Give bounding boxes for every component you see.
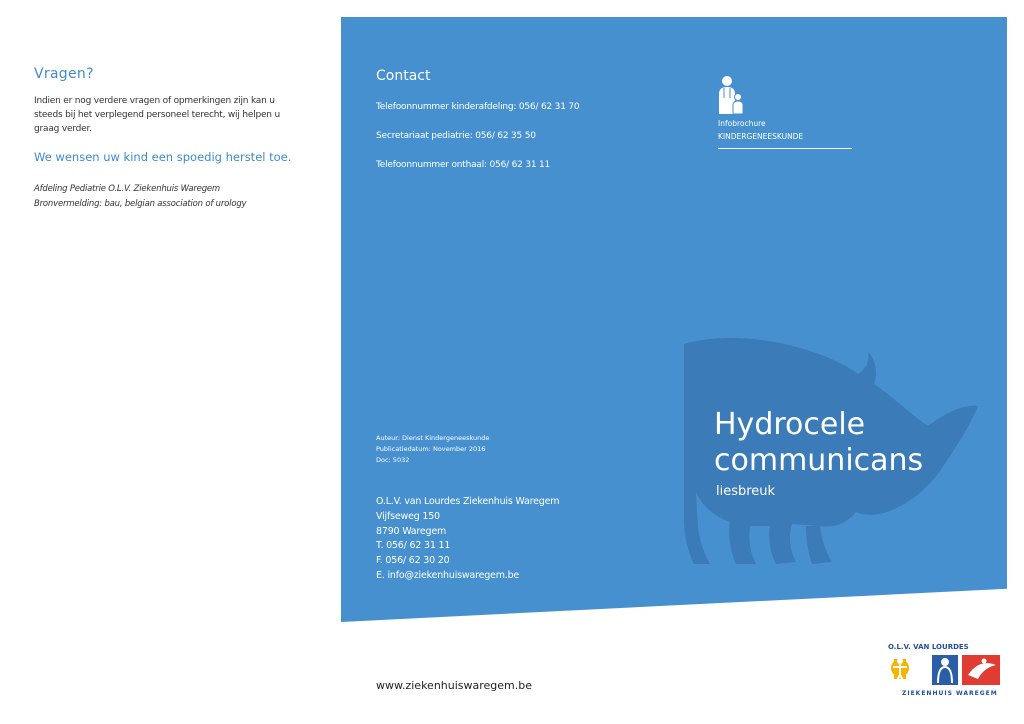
- brochure-title-line1: Hydrocele: [714, 407, 866, 442]
- publication-meta: [376, 433, 489, 466]
- logo-bottom-text: ZIEKENHUIS WAREGEM: [902, 690, 998, 697]
- website-link[interactable]: www.ziekenhuiswaregem.be: [376, 679, 533, 692]
- doctor-child-icon: [716, 74, 746, 114]
- brochure-label: Infobrochure: [718, 119, 766, 128]
- meta-date: Publicatiedatum: November 2016: [376, 445, 486, 453]
- phone-children-ward: Telefoonnummer kinderafdeling: 056/ 62 31 70: [376, 102, 580, 112]
- address-name: O.L.V. van Lourdes Ziekenhuis Waregem: [376, 496, 560, 507]
- credit-source: Bronvermelding: bau, belgian association of urology: [34, 199, 247, 209]
- questions-section: [34, 66, 304, 212]
- questions-heading: Vragen?: [34, 66, 94, 82]
- address-phone: T. 056/ 62 31 11: [376, 540, 451, 552]
- credit-block: [34, 182, 304, 212]
- meta-author: Auteur: Dienst Kindergeneeskunde: [376, 434, 490, 442]
- department-label: KINDERGENEESKUNDE: [718, 132, 804, 141]
- address-street: Vijfseweg 150: [376, 510, 440, 522]
- address-city: 8790 Waregem: [376, 525, 447, 537]
- phone-reception: Telefoonnummer onthaal: 056/ 62 31 11: [376, 160, 551, 170]
- contact-title: Contact: [376, 68, 431, 84]
- phone-secretariat: Secretariaat pediatrie: 056/ 62 35 50: [376, 131, 536, 141]
- address-email: E. info@ziekenhuiswaregem.be: [376, 569, 520, 581]
- brochure-title-line2: communicans: [714, 443, 924, 478]
- logo-top-text: O.L.V. VAN LOURDES: [888, 643, 969, 651]
- questions-body: Indien er nog verdere vragen of opmerkingen zijn kan u steeds bij het verplegend personeel terecht, wij helpen u graag verder.: [34, 96, 280, 134]
- brand-divider: [718, 148, 852, 149]
- brochure-subtitle: liesbreuk: [716, 484, 776, 499]
- hospital-address: [376, 495, 559, 584]
- credit-department: Afdeling Pediatrie O.L.V. Ziekenhuis Waregem: [34, 184, 221, 194]
- address-fax: F. 056/ 62 30 20: [376, 555, 450, 567]
- meta-doc: Doc: 5032: [376, 456, 410, 464]
- logo-figures-icon: [888, 651, 1008, 689]
- hospital-logo: [888, 643, 1008, 701]
- recovery-wish: We wensen uw kind een spoedig herstel toe.: [34, 150, 292, 164]
